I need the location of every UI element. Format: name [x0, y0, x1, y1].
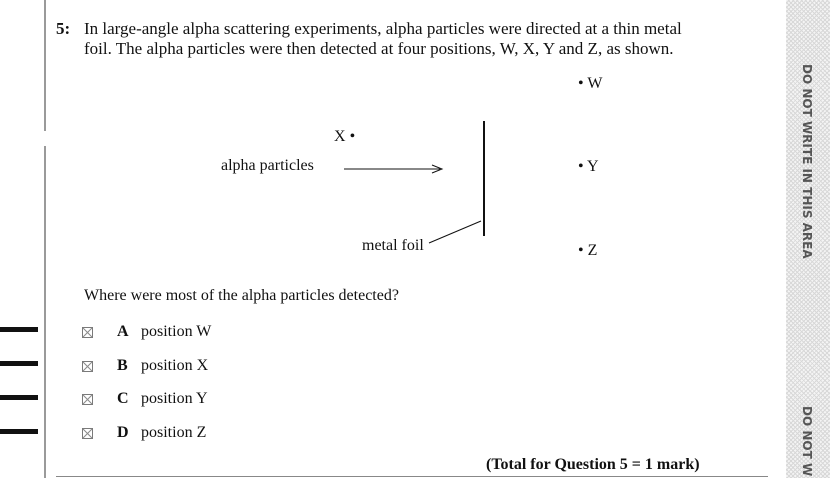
option-c-text: position Y	[141, 390, 208, 407]
position-z-dot: •	[578, 242, 584, 259]
position-x-marker	[334, 128, 355, 146]
option-a-letter: A	[117, 323, 129, 340]
position-w-marker	[578, 75, 602, 93]
option-d-letter: D	[117, 424, 129, 441]
option-c[interactable]	[82, 388, 208, 410]
position-w-label: W	[587, 75, 603, 92]
question-text-line-1: In large-angle alpha scattering experiments, alpha particles were directed at a thin metal	[84, 19, 682, 38]
question-prompt: Where were most of the alpha particles detected?	[84, 287, 399, 304]
question-number: 5:	[56, 19, 71, 38]
option-b[interactable]	[82, 355, 208, 377]
margin-mark	[0, 327, 38, 332]
position-y-dot: •	[578, 158, 584, 175]
do-not-write-text-partial: DO NOT W	[800, 406, 814, 477]
question-total: (Total for Question 5 = 1 mark)	[486, 456, 700, 473]
option-c-letter: C	[117, 390, 129, 407]
position-z-label: Z	[587, 242, 598, 259]
option-a-text: position W	[141, 323, 212, 340]
position-w-dot: •	[578, 75, 584, 92]
foil-leader-line	[429, 221, 481, 243]
option-b-text: position X	[141, 357, 209, 374]
position-z-marker	[578, 242, 597, 260]
do-not-write-strip	[786, 0, 830, 478]
question-text-line-2: foil. The alpha particles were then detected at four positions, W, X, Y and Z, as shown.	[84, 39, 674, 58]
option-a[interactable]	[82, 321, 211, 343]
alpha-particles-label: alpha particles	[221, 157, 314, 174]
position-x-dot: •	[349, 128, 356, 145]
position-x-label: X	[334, 128, 346, 145]
option-d-text: position Z	[141, 424, 207, 441]
metal-foil-label: metal foil	[362, 237, 424, 254]
position-y-marker	[578, 158, 599, 176]
option-d[interactable]	[82, 422, 206, 444]
option-b-checkbox[interactable]	[82, 361, 93, 372]
margin-mark	[0, 361, 38, 366]
margin-mark	[0, 395, 38, 400]
position-y-label: Y	[587, 158, 599, 175]
option-b-letter: B	[117, 357, 128, 374]
margin-mark	[0, 429, 38, 434]
option-d-checkbox[interactable]	[82, 428, 93, 439]
option-c-checkbox[interactable]	[82, 394, 93, 405]
do-not-write-text: DO NOT WRITE IN THIS AREA	[800, 64, 814, 259]
option-a-checkbox[interactable]	[82, 327, 93, 338]
bottom-rule	[56, 476, 768, 477]
